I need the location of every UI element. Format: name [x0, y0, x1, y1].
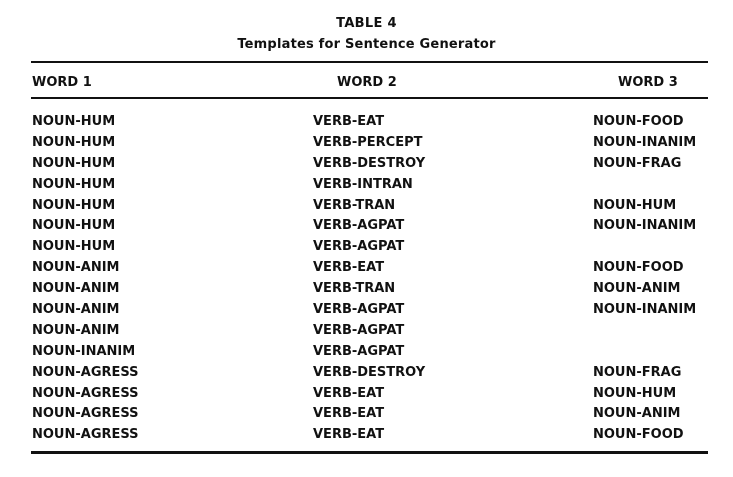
- table-cell-word-2: VERB-AGPAT: [313, 343, 405, 359]
- table-cell-word-2: VERB-EAT: [313, 406, 385, 422]
- table-cell-word-1: NOUN-HUM: [32, 155, 116, 171]
- table-cell-word-3: NOUN-INANIM: [593, 134, 697, 150]
- table-cell-word-2: VERB-TRAN: [313, 197, 396, 213]
- table-body: [0, 113, 733, 447]
- table-cell-word-1: NOUN-HUM: [32, 134, 116, 150]
- table-cell-word-1: NOUN-ANIM: [32, 302, 120, 318]
- header-rule: [31, 97, 708, 99]
- table-row: [0, 405, 733, 426]
- table-row: [0, 280, 733, 301]
- table-header-row: [0, 75, 733, 93]
- table-row: [0, 301, 733, 322]
- table-cell-word-3: NOUN-INANIM: [593, 302, 697, 318]
- table-cell-word-2: VERB-EAT: [313, 114, 385, 129]
- table-cell-word-1: NOUN-ANIM: [32, 322, 120, 338]
- table-cell-word-2: VERB-AGPAT: [313, 322, 405, 338]
- table-row: [0, 343, 733, 364]
- table-cell-word-1: NOUN-HUM: [32, 114, 116, 129]
- table-cell-word-1: NOUN-ANIM: [32, 281, 120, 297]
- table-row: [0, 426, 733, 447]
- table-cell-word-1: NOUN-HUM: [32, 197, 116, 213]
- table-cell-word-3: NOUN-INANIM: [593, 218, 697, 234]
- table-cell-word-2: VERB-EAT: [313, 385, 385, 401]
- table-row: [0, 176, 733, 197]
- table-cell-word-2: VERB-AGPAT: [313, 302, 405, 318]
- table-cell-word-1: NOUN-HUM: [32, 176, 116, 192]
- table-cell-word-1: NOUN-AGRESS: [32, 364, 139, 380]
- table-cell-word-3: NOUN-FRAG: [593, 155, 682, 171]
- table-cell-word-2: VERB-PERCEPT: [313, 134, 423, 150]
- table-cell-word-3: NOUN-ANIM: [593, 281, 681, 297]
- table-row: [0, 364, 733, 385]
- table-cell-word-1: NOUN-HUM: [32, 239, 116, 255]
- table-cell-word-3: NOUN-HUM: [593, 385, 677, 401]
- table-cell-word-1: NOUN-HUM: [32, 218, 116, 234]
- table-cell-word-2: VERB-TRAN: [313, 281, 396, 297]
- table-row: [0, 113, 733, 134]
- table-row: [0, 385, 733, 406]
- table-row: [0, 155, 733, 176]
- table-row: [0, 238, 733, 259]
- table-cell-word-2: VERB-AGPAT: [313, 218, 405, 234]
- table-row: [0, 217, 733, 238]
- table-cell-word-1: NOUN-INANIM: [32, 343, 136, 359]
- table-row: [0, 322, 733, 343]
- table-cell-word-2: VERB-INTRAN: [313, 176, 413, 192]
- table-caption: Templates for Sentence Generator: [237, 37, 496, 52]
- column-header-word-3: WORD 3: [618, 75, 678, 90]
- table-cell-word-2: VERB-EAT: [313, 427, 385, 443]
- table-number: TABLE 4: [336, 16, 397, 31]
- table-cell-word-3: NOUN-FOOD: [593, 260, 684, 276]
- table-cell-word-1: NOUN-AGRESS: [32, 385, 139, 401]
- table-cell-word-2: VERB-DESTROY: [313, 364, 426, 380]
- table-row: [0, 134, 733, 155]
- table-cell-word-3: NOUN-ANIM: [593, 406, 681, 422]
- column-header-word-2: WORD 2: [337, 75, 397, 90]
- top-rule: [31, 61, 708, 63]
- table-cell-word-3: NOUN-FRAG: [593, 364, 682, 380]
- table-cell-word-1: NOUN-ANIM: [32, 260, 120, 276]
- table-cell-word-3: NOUN-HUM: [593, 197, 677, 213]
- table-row: [0, 197, 733, 218]
- table-cell-word-2: VERB-AGPAT: [313, 239, 405, 255]
- table-cell-word-2: VERB-EAT: [313, 260, 385, 276]
- bottom-rule: [31, 451, 708, 454]
- table-cell-word-2: VERB-DESTROY: [313, 155, 426, 171]
- table-cell-word-1: NOUN-AGRESS: [32, 427, 139, 443]
- table-row: [0, 259, 733, 280]
- column-header-word-1: WORD 1: [32, 75, 92, 90]
- table-cell-word-3: NOUN-FOOD: [593, 114, 684, 129]
- table-cell-word-3: NOUN-FOOD: [593, 427, 684, 443]
- table-cell-word-1: NOUN-AGRESS: [32, 406, 139, 422]
